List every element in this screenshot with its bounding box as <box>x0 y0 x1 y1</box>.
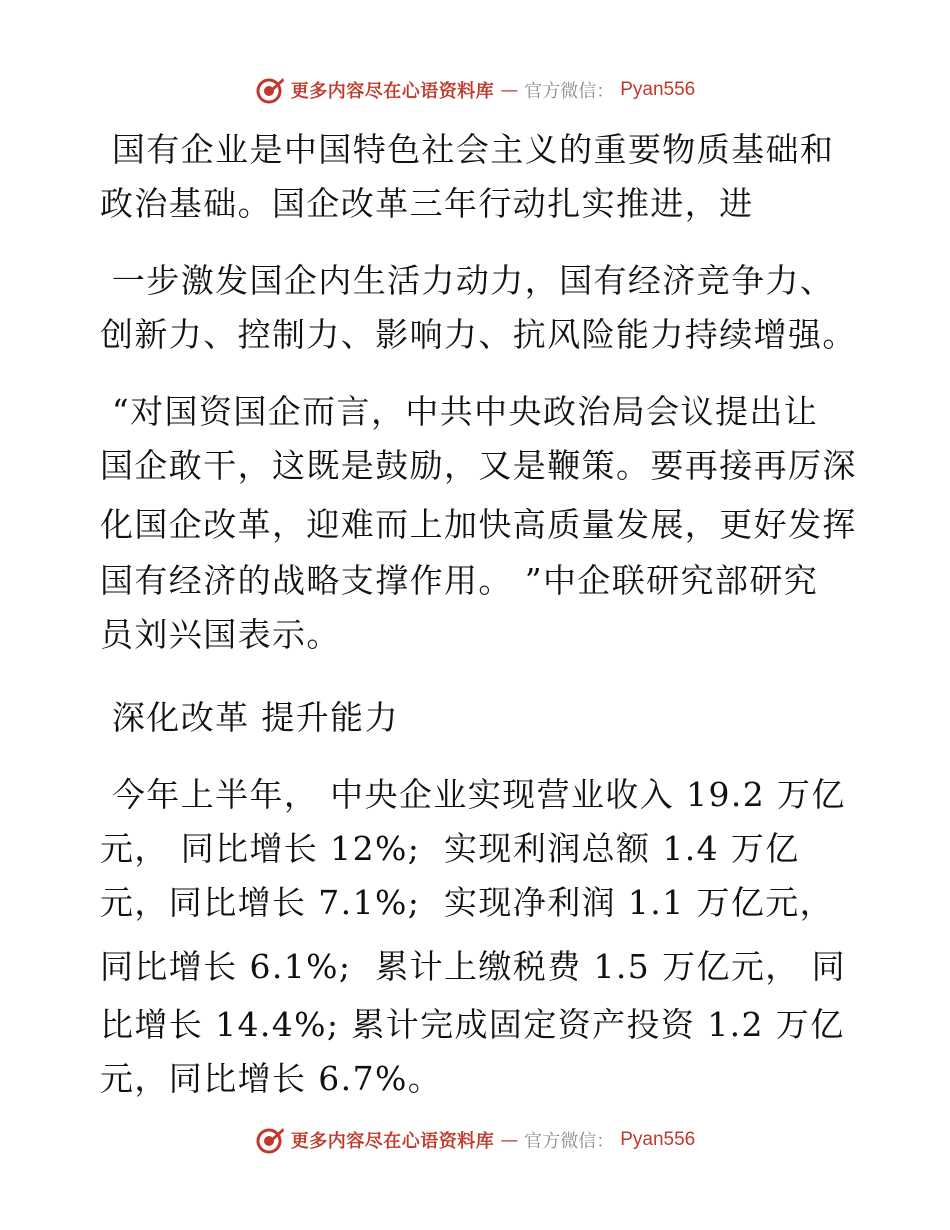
text-line: 今年上半年， 中央企业实现营业收入 19.2 万亿 <box>100 775 846 814</box>
banner-label: 官方微信： <box>524 81 615 102</box>
footer-watermark-banner <box>0 1122 950 1158</box>
text-line: “对国资国企而言，中共中央政治局会议提出让 <box>100 392 819 431</box>
text-line: 同比增长 6.1%; 累计上缴税费 1.5 万亿元， 同 <box>100 947 846 986</box>
banner-wechat-id: Pyan556 <box>620 79 696 100</box>
text-line: 一步激发国企内生活力动力，国有经济竞争力、 <box>100 261 835 300</box>
banner-wechat-id: Pyan556 <box>620 1129 696 1150</box>
text-line: 比增长 14.4%; 累计完成固定资产投资 1.2 万亿 <box>100 1005 845 1044</box>
banner-label: 官方微信： <box>524 1131 615 1152</box>
text-line: 元，同比增长 7.1%; 实现净利润 1.1 万亿元， <box>100 883 835 922</box>
text-line: 创新力、控制力、影响力、抗风险能力持续增强。 <box>100 315 857 354</box>
banner-dash: — <box>500 79 519 101</box>
banner-dash: — <box>500 1129 519 1151</box>
pen-logo-icon <box>255 1125 285 1155</box>
text-line: 员刘兴国表示。 <box>100 615 341 654</box>
text-line: 元， 同比增长 12%; 实现利润总额 1.4 万亿 <box>100 829 800 868</box>
text-line: 元，同比增长 6.7%。 <box>100 1059 443 1098</box>
text-line: 政治基础。国企改革三年行动扎实推进，进 <box>100 184 754 223</box>
heading-line: 深化改革 提升能力 <box>100 698 399 737</box>
text-line: 国有经济的战略支撑作用。 ”中企联研究部研究 <box>100 561 819 600</box>
banner-main-text: 更多内容尽在心语资料库 <box>290 1131 495 1152</box>
banner-main-text: 更多内容尽在心语资料库 <box>290 81 495 102</box>
text-line: 国企敢干，这既是鼓励，又是鞭策。要再接再厉深 <box>100 446 857 485</box>
header-watermark-banner <box>0 72 950 108</box>
text-line: 化国企改革，迎难而上加快高质量发展，更好发挥 <box>100 505 857 544</box>
pen-logo-icon <box>255 75 285 105</box>
text-line: 国有企业是中国特色社会主义的重要物质基础和 <box>100 130 835 169</box>
